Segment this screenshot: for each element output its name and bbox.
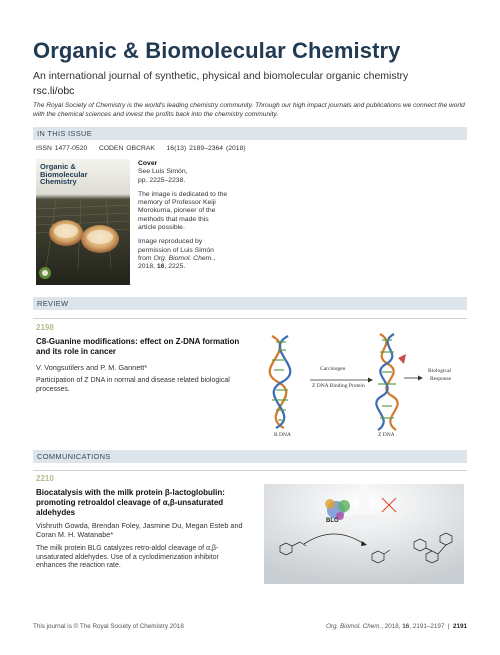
journal-url[interactable]: rsc.li/obc [33, 85, 75, 97]
communications-title[interactable]: Biocatalysis with the milk protein β-lactoglobulin: promoting retroaldol cleavage of α,β-unsaturated aldehydes [36, 488, 225, 517]
blg-label: BLG [326, 518, 339, 524]
dna-figure [258, 328, 468, 440]
communications-authors: Vishruth Gowda, Brendan Foley, Jasmine Du, Megan Esteb and Coran M. H. Watanabe* [36, 521, 243, 539]
zdna-helix [376, 334, 406, 430]
cover-mini-title: Organic & Biomolecular Chemistry [40, 162, 88, 186]
issn: ISSN 1477-0520 [36, 145, 88, 152]
rsc-blurb: The Royal Society of Chemistry is the world's leading chemistry community. Through our high impact journals and publications we connect the world with the chemical sciences and invest the profits back into the chemistry community. [33, 102, 465, 118]
review-band [33, 297, 467, 310]
cover-see: See Luis Simón, [138, 168, 188, 176]
divider [33, 470, 467, 471]
coden: CODEN OBCRAK [98, 145, 155, 152]
divider [33, 318, 467, 319]
cover-pages: pp. 2225–2238. [138, 176, 186, 184]
zdna-label: Z DNA [378, 432, 395, 438]
review-page-number[interactable]: 2198 [36, 323, 54, 332]
review-summary: Participation of Z DNA in normal and disease related biological processes. [36, 377, 230, 393]
band-label: REVIEW [37, 299, 69, 308]
biological-label: Biological [428, 368, 451, 374]
cover-heading: Cover [138, 160, 158, 167]
volume-info: 16(13) 2189–2364 (2018) [166, 145, 246, 152]
footer-citation: Org. Biomol. Chem., 2018, 16, 2191–2197 | 2191 [325, 623, 467, 630]
journal-subtitle: An international journal of synthetic, physical and biomolecular organic chemistry [33, 70, 409, 82]
communications-summary: The milk protein BLG catalyzes retro-aldol cleavage of α,β-unsaturated aldehydes. Use of a cyclodimerization inhibitor enhances the reaction rate. [36, 545, 219, 569]
communications-band [33, 450, 467, 463]
bdna-label: B DNA [274, 432, 291, 438]
binding-protein-label: Z DNA Binding Protein [312, 383, 365, 389]
band-label: COMMUNICATIONS [37, 452, 111, 461]
cover-description [138, 160, 228, 278]
communications-page-number[interactable]: 2210 [36, 474, 54, 483]
footer-page-number: 2191 [452, 623, 467, 630]
issn-line [36, 145, 246, 152]
journal-title: Organic & Biomolecular Chemistry [33, 38, 401, 63]
toc-graphic[interactable] [264, 484, 464, 584]
cover-image[interactable] [36, 159, 130, 285]
response-label: Response [430, 376, 452, 382]
bdna-helix [270, 336, 291, 428]
footer-copyright: This journal is © The Royal Society of Chemistry 2018 [33, 623, 184, 630]
carcinogen-label: Carcinogen [320, 366, 346, 372]
cover-reproduction: Image reproduced by permission of Luis Simón from Org. Biomol. Chem., 2018, 16, 2225. [138, 238, 216, 271]
in-this-issue-band [33, 127, 467, 140]
review-title[interactable]: C8-Guanine modifications: effect on Z-DNA formation and its role in cancer [36, 337, 240, 356]
review-authors: V. Vongsutilers and P. M. Gannett* [36, 363, 148, 372]
band-label: IN THIS ISSUE [37, 129, 93, 138]
biocatalysis-art [264, 484, 464, 584]
cover-dedication: The image is dedicated to the memory of Professor Keiji Morokuma, pioneer of the methods that made this article possible. [138, 190, 228, 232]
